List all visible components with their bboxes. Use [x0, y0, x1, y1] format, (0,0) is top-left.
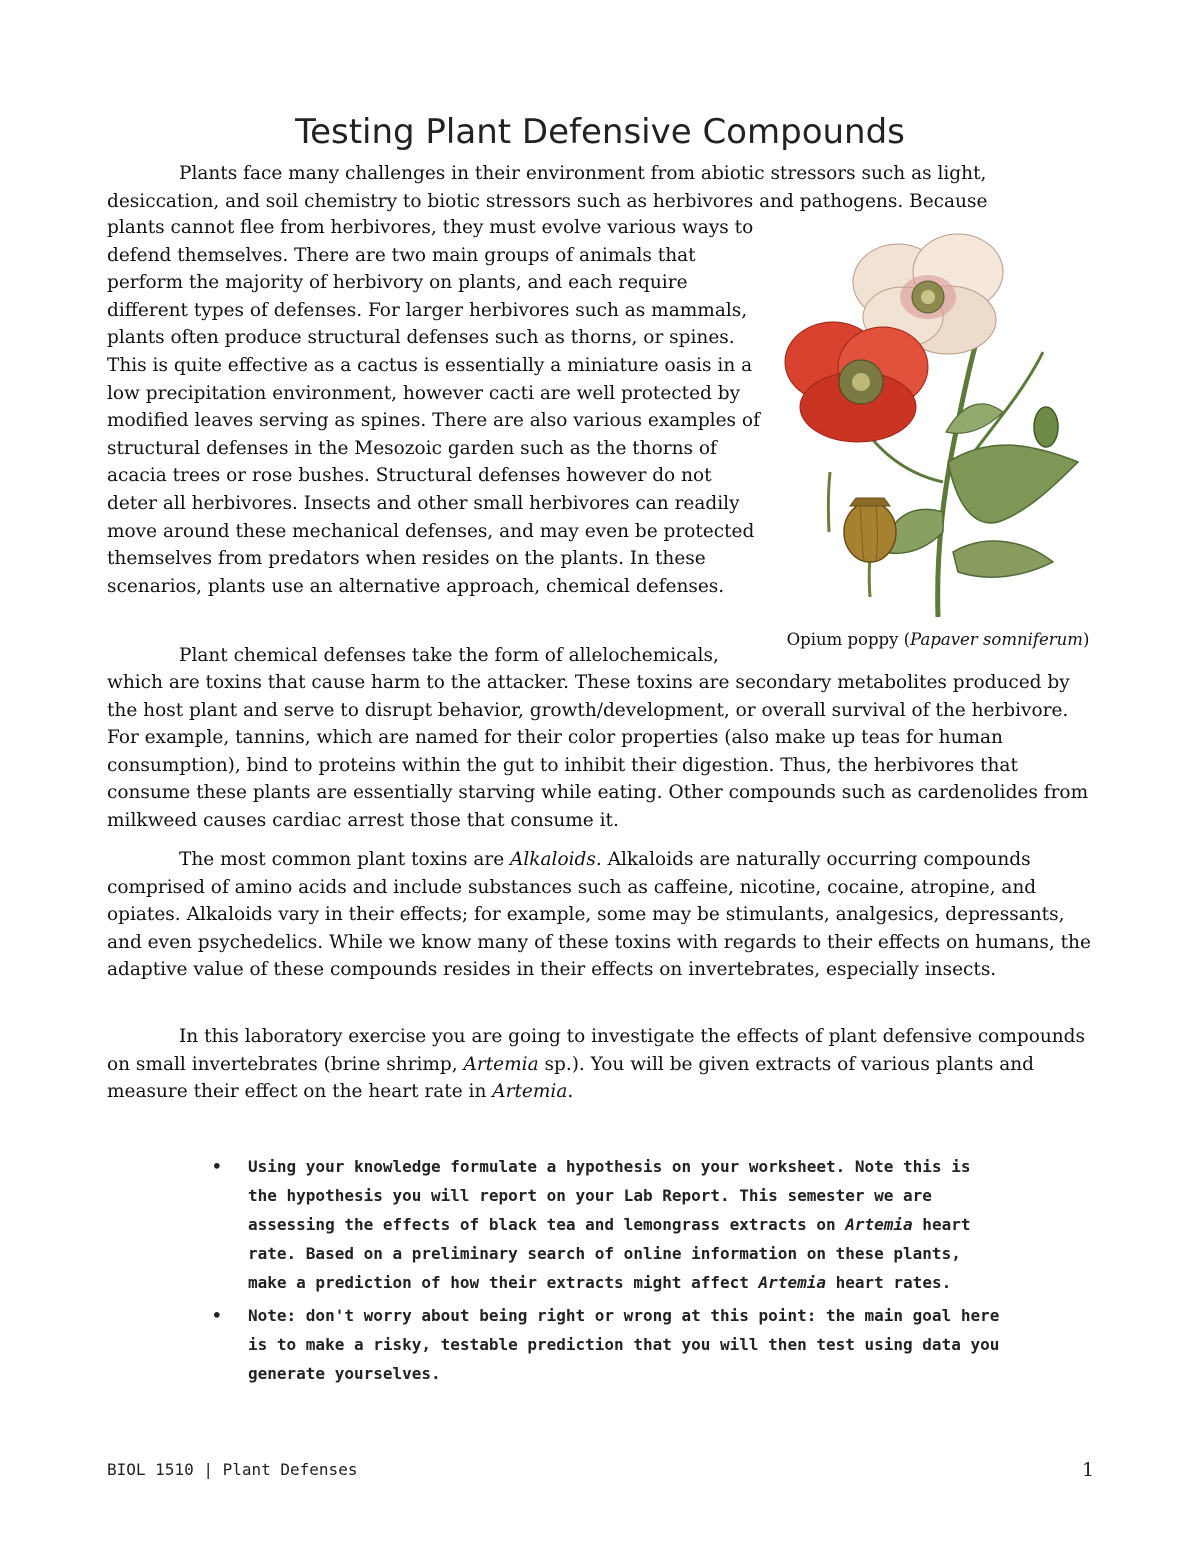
bullet-2-text: Note: don't worry about being right or wrong at this point: the main goal here is to make a risky, testable prediction that you will then test using data you generate yourselves. — [248, 1306, 1000, 1383]
list-item — [200, 1152, 1000, 1297]
paragraph-intro-text-a: Plants face many challenges in their environment from abiotic stressors such as light, desiccation, and soil chemistry to biotic stressors such as herbivores and pathogens. Because — [107, 163, 988, 212]
paragraph-lab-exercise — [107, 1023, 1097, 1106]
paragraph-alkaloids-text-c: . Alkaloids are naturally occurring compounds comprised of amino acids and include substances such as caffeine, nicotine, cocaine, atropine, and opiates. Alkaloids vary in their effects; for example, some may be stimulants, analgesics, depressants, and even psychedelics. While we know many of these toxins with regards to their effects on humans, the adaptive value of these compounds resides in their effects on invertebrates, especially insects. — [107, 849, 1091, 981]
artemia-term-2: Artemia — [492, 1081, 568, 1103]
bullet-1-artemia-2: Artemia — [758, 1273, 826, 1292]
paragraph-chemical — [107, 669, 1097, 835]
bullet-1-text-e: heart rates. — [825, 1273, 952, 1292]
document-title: Testing Plant Defensive Compounds — [295, 112, 905, 152]
caption-common-name: Opium poppy ( — [786, 630, 911, 649]
artemia-term-1: Artemia — [463, 1053, 539, 1075]
paragraph-lab-text-c: sp.). You will be given extracts of various plants and measure their effect on the heart rate in — [107, 1053, 1035, 1103]
bullet-1-text-a: Using your knowledge formulate a hypothesis on your worksheet. Note this is the hypothesis you will report on your Lab Report. This semester we are assessing the effects of black tea and lemongrass extracts on — [248, 1157, 971, 1234]
paragraph-lab-text-a: In this laboratory exercise you are going to investigate the effects of plant defensive compounds on small invertebrates (brine shrimp, — [107, 1026, 1086, 1075]
page-number: 1 — [1082, 1459, 1095, 1481]
paragraph-alkaloids — [107, 846, 1097, 984]
bullet-1-artemia-1: Artemia — [845, 1215, 913, 1234]
alkaloids-term: Alkaloids — [510, 849, 596, 870]
footer-course: BIOL 1510 | Plant Defenses — [107, 1460, 358, 1479]
bullet-icon: • — [212, 1157, 222, 1176]
paragraph-intro-top — [107, 160, 1097, 215]
paragraph-alkaloids-text-a: The most common plant toxins are — [179, 849, 511, 870]
paragraph-chemical-lead — [107, 642, 767, 670]
paragraph-lab-text-e: . — [567, 1081, 574, 1103]
paragraph-intro-wrapped — [107, 214, 767, 600]
opium-poppy-illustration — [778, 222, 1098, 622]
list-item — [200, 1301, 1000, 1388]
caption-close: ) — [1082, 630, 1090, 649]
instruction-list — [200, 1152, 1000, 1392]
figure-caption — [778, 629, 1098, 651]
paragraph-chemical-text-b: which are toxins that cause harm to the attacker. These toxins are secondary metabolites produced by the host plant and serve to disrupt behavior, growth/development, or overall survival of the herbivore. For example, tannins, which are named for their color properties (also make up teas for human consumption), bind to proteins within the gut to inhibit their digestion. Thus, the herbivores that consume these plants are essentially starving while eating. Other compounds such as cardenolides from milkweed causes cardiac arrest those that consume it. — [107, 672, 1089, 831]
bullet-1-text-c: heart rate. Based on a preliminary search of online information on these plants, make a prediction of how their extracts might affect — [248, 1215, 971, 1292]
paragraph-chemical-text-a: Plant chemical defenses take the form of allelochemicals, — [179, 645, 719, 666]
paragraph-intro-text-b: plants cannot flee from herbivores, they must evolve various ways to defend themselves. There are two main groups of animals that perform the majority of herbivory on plants, and each require different types of defenses. For larger herbivores such as mammals, plants often produce structural defenses such as thorns, or spines. This is quite effective as a cactus is essentially a miniature oasis in a low precipitation environment, however cacti are well protected by modified leaves serving as spines. There are also various examples of structural defenses in the Mesozoic garden such as the thorns of acacia trees or rose bushes. Structural defenses however do not deter all herbivores. Insects and other small herbivores can readily move around these mechanical defenses, and may even be protected themselves from predators when resides on the plants. In these scenarios, plants use an alternative approach, chemical defenses. — [107, 217, 760, 597]
caption-scientific-name: Papaver somniferum — [910, 630, 1083, 649]
bullet-icon: • — [212, 1306, 222, 1325]
